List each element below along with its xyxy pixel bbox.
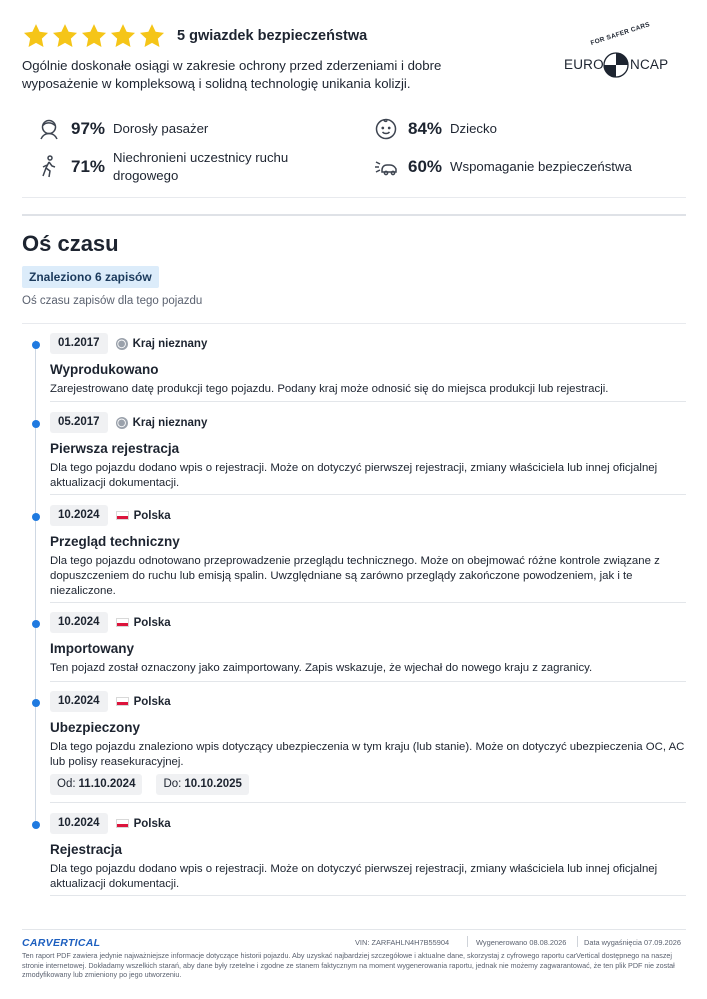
timeline-dot: [32, 699, 40, 707]
country-name: Polska: [133, 817, 171, 830]
timeline-dot: [32, 620, 40, 628]
metric-adult-occupant: [36, 116, 208, 142]
metric-percent: 71%: [71, 157, 106, 176]
metric-vulnerable-road-users: [36, 149, 303, 185]
metric-percent: 84%: [408, 119, 443, 138]
timeline-dot: [32, 420, 40, 428]
entry-meta: [50, 612, 171, 633]
entry-divider: [50, 802, 686, 803]
entry-title: Rejestracja: [50, 842, 123, 857]
entry-country: [116, 510, 171, 522]
euro-ncap-emblem-icon: [603, 52, 629, 78]
entry-divider: [50, 401, 686, 402]
star-icon: [80, 22, 108, 50]
entry-date: 10.2024: [50, 612, 108, 633]
poland-flag-icon: [116, 819, 129, 828]
footer-expiry: Data wygaśnięcia 07.09.2026: [584, 938, 681, 947]
entry-meta: [50, 412, 207, 433]
entry-title: Ubezpieczony: [50, 720, 141, 735]
insurance-from: Od: 11.10.2024: [50, 774, 142, 795]
star-icon: [22, 22, 50, 50]
entry-meta: [50, 813, 171, 834]
star-rating: [22, 22, 167, 50]
star-icon: [51, 22, 79, 50]
entry-title: Wyprodukowano: [50, 362, 159, 377]
entry-description: Zarejestrowano datę produkcji tego pojazdu. Podany kraj może odnosić się do miejsca produkcji lub rejestracji.: [50, 383, 609, 395]
child-face-icon: [373, 116, 399, 142]
adult-head-icon: [36, 116, 62, 142]
globe-icon: ◯: [117, 338, 127, 348]
insurance-period: [50, 774, 263, 795]
footer-generated: Wygenerowano 08.08.2026: [476, 938, 567, 947]
entry-country: [116, 417, 208, 429]
euro-ncap-logo-euro: EURO: [564, 57, 604, 72]
entry-divider: [50, 681, 686, 682]
entry-country: [116, 338, 208, 350]
footer-separator: [467, 936, 468, 947]
timeline-subtitle: Oś czasu zapisów dla tego pojazdu: [22, 295, 203, 307]
insurance-to: Do: 10.10.2025: [156, 774, 248, 795]
timeline-entry: [22, 808, 686, 898]
country-name: Kraj nieznany: [132, 337, 208, 350]
metric-label: Dziecko: [450, 121, 497, 136]
timeline-dot: [32, 821, 40, 829]
entry-date: 10.2024: [50, 505, 108, 526]
entry-date: 10.2024: [50, 691, 108, 712]
safety-rating-title: 5 gwiazdek bezpieczeństwa: [177, 28, 368, 44]
divider: [22, 323, 686, 324]
entry-country: [116, 617, 171, 629]
entry-description: Dla tego pojazdu dodano wpis o rejestracji. Może on dotyczyć pierwszej rejestracji, zmiany właściciela lub innej oficjalnej aktualizacji dokumentacji.: [50, 863, 658, 890]
poland-flag-icon: [116, 618, 129, 627]
pedestrian-icon: [36, 154, 62, 180]
entry-country: [116, 818, 171, 830]
entry-divider: [50, 494, 686, 495]
entry-date: 10.2024: [50, 813, 108, 834]
footer-divider: [22, 929, 686, 930]
entry-title: Pierwsza rejestracja: [50, 441, 180, 456]
entry-divider: [50, 602, 686, 603]
timeline-dot: [32, 341, 40, 349]
timeline-entry: [22, 607, 686, 683]
footer-separator: [577, 936, 578, 947]
poland-flag-icon: [116, 697, 129, 706]
metric-label: Wspomaganie bezpieczeństwa: [450, 159, 632, 174]
entry-meta: [50, 505, 171, 526]
country-name: Polska: [133, 616, 171, 629]
footer-vin: VIN: ZARFAHLN4H7B55904: [355, 938, 450, 947]
metric-child-occupant: [373, 116, 497, 142]
metric-label: Niechronieni uczestnicy ruchu drogowego: [113, 150, 289, 183]
timeline-title: Oś czasu: [22, 231, 119, 256]
safety-rating-header: [22, 22, 367, 50]
entry-meta: [50, 333, 207, 354]
timeline-dot: [32, 513, 40, 521]
safety-assist-icon: [373, 154, 399, 180]
entry-description: Ten pojazd został oznaczony jako zaimportowany. Zapis wskazuje, że wjechał do nowego kraju z zagranicy.: [50, 662, 593, 674]
section-divider: [22, 214, 686, 216]
timeline-entry: [22, 500, 686, 604]
entry-title: Importowany: [50, 641, 135, 656]
country-name: Polska: [133, 695, 171, 708]
entry-description: Dla tego pojazdu dodano wpis o rejestracji. Może on dotyczyć pierwszej rejestracji, zmiany właściciela lub innej oficjalnej aktualizacji dokumentacji.: [50, 462, 658, 489]
euro-ncap-logo: [560, 21, 680, 82]
star-icon: [109, 22, 137, 50]
entry-date: 01.2017: [50, 333, 108, 354]
entry-description: Dla tego pojazdu odnotowano przeprowadzenie przeglądu technicznego. Może on obejmować różne kontrole związane z dopuszczeniem do ruchu lub emisją spalin. Uwzględniane są zarówno przeglądy zakończone powodzeniem, jak i te niezaliczone.: [50, 555, 660, 597]
country-name: Polska: [133, 509, 171, 522]
entry-meta: [50, 691, 171, 712]
metric-percent: 60%: [408, 157, 443, 176]
metric-label: Dorosły pasażer: [113, 121, 209, 136]
timeline-entry: [22, 407, 686, 497]
divider: [22, 197, 686, 198]
safety-rating-description: Ogólnie doskonałe osiągi w zakresie ochrony przed zderzeniami i dobre wyposażenie w kompleksową i solidną technologię unikania kolizji.: [22, 58, 442, 91]
entry-title: Przegląd techniczny: [50, 534, 180, 549]
entry-divider: [50, 895, 686, 896]
entry-country: [116, 696, 171, 708]
carvertical-logo: CARVERTICAL: [22, 937, 101, 949]
entry-date: 05.2017: [50, 412, 108, 433]
star-icon: [138, 22, 166, 50]
metric-safety-assist: [373, 154, 632, 180]
euro-ncap-logo-ncap: NCAP: [630, 57, 669, 72]
records-found-badge: Znaleziono 6 zapisów: [22, 266, 159, 288]
footer-disclaimer: Ten raport PDF zawiera jedynie najważniejsze informacje dotyczące historii pojazdu. Aby uzyskać najbardziej szczegółowe i aktualne dane, skorzystaj z cyfrowego raportu carVertical dostępnego na naszej stronie internetowej. Dokładamy wszelkich starań, aby dane były rzetelne i zgodne ze stanem faktycznym na moment wygenerowania raportu, jednak nie możemy zagwarantować, że ten plik PDF nie został zmodyfikowany lub zmieniony po jego utworzeniu.: [22, 951, 675, 980]
metric-percent: 97%: [71, 119, 106, 138]
entry-description: Dla tego pojazdu znaleziono wpis dotyczący ubezpieczenia w tym kraju (lub stanie). Może on dotyczyć ubezpieczenia OC, AC lub polisy reasekuracyjnej.: [50, 741, 685, 768]
globe-icon: ◯: [117, 417, 127, 427]
country-name: Kraj nieznany: [132, 416, 208, 429]
poland-flag-icon: [116, 511, 129, 520]
euro-ncap-tagline: FOR SAFER CARS: [589, 21, 651, 47]
timeline-entry: [22, 686, 686, 804]
timeline-entry: [22, 328, 686, 403]
